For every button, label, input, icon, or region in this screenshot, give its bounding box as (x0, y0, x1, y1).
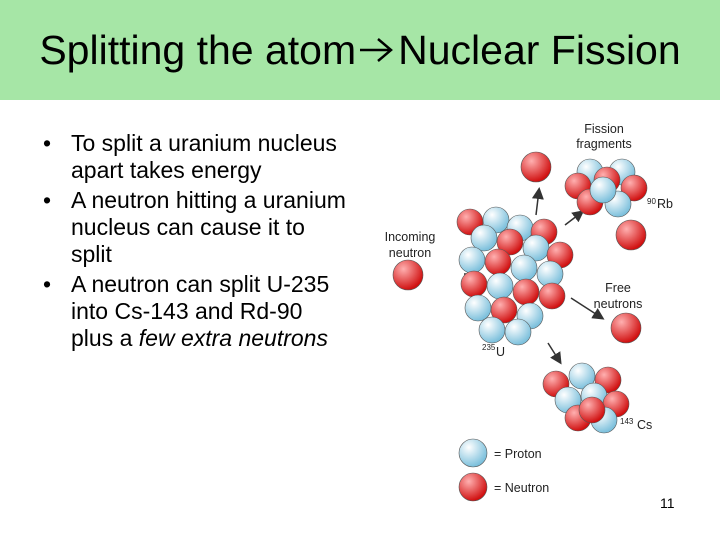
bullet-item: • To split a uranium nucleus apart takes energy (43, 130, 348, 184)
title-bar (0, 0, 720, 100)
incoming-neutron (393, 260, 423, 290)
slide-title (39, 27, 680, 74)
title-text-before: Splitting the atom (39, 26, 357, 73)
label-free: Free (605, 281, 631, 295)
rb-fragment (565, 159, 647, 217)
title-text-after: Nuclear Fission (398, 26, 681, 73)
fission-diagram (360, 110, 720, 510)
label-incoming: Incoming (384, 230, 436, 244)
legend-neutron-label: = Neutron (494, 481, 550, 495)
free-neutron (521, 152, 551, 182)
bullet-item: • A neutron hitting a uranium nucleus can cause it to split (43, 187, 348, 268)
free-neutron (611, 313, 641, 343)
label-cs-mass: 143 (620, 417, 634, 426)
u235-nucleus (457, 207, 573, 345)
label-u-symbol: U (496, 345, 506, 359)
right-arrow-icon (358, 35, 394, 65)
label-rb-symbol: Rb (657, 197, 673, 211)
label-cs-symbol: Cs (637, 418, 653, 432)
cs-fragment (543, 363, 629, 433)
free-neutron (616, 220, 646, 250)
bullet-item: • A neutron can split U-235 into Cs-143 and Rd-90 plus a few extra neutrons (43, 271, 348, 352)
label-fission: Fission (584, 122, 624, 136)
page-number: 11 (660, 495, 675, 511)
bullet-list (43, 130, 348, 355)
label-u-mass: 235 (482, 343, 496, 352)
label-incoming-neutron: neutron (388, 246, 432, 260)
legend-proton-ball (459, 439, 487, 467)
legend-proton-label: = Proton (494, 447, 542, 461)
label-rb-mass: 90 (647, 197, 656, 206)
label-free-neutrons: neutrons (593, 297, 643, 311)
label-fragments: fragments (576, 137, 632, 151)
legend-neutron-ball (459, 473, 487, 501)
